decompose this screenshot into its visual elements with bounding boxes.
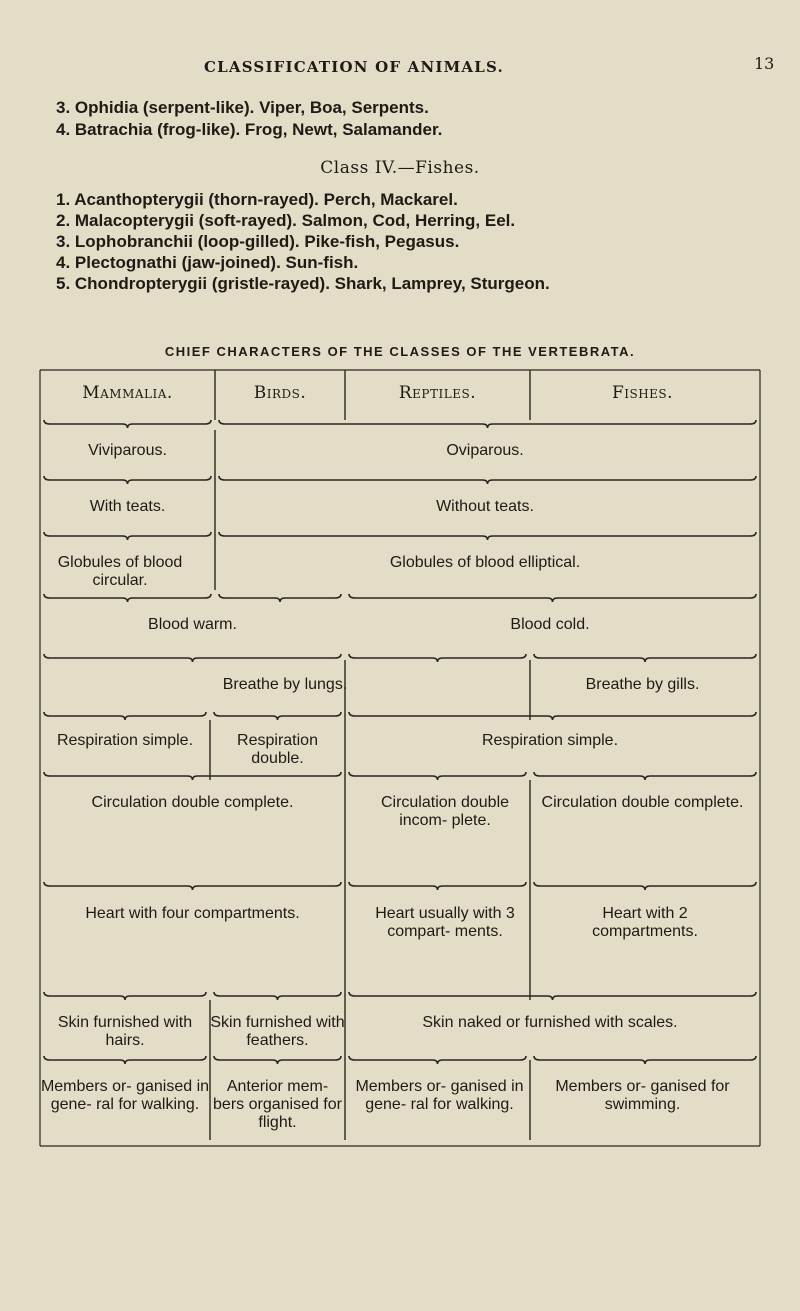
header-fishes: Fishes. (611, 383, 674, 403)
fish-order-4: 4. Plectognathi (jaw-joined). Sun-fish. (56, 253, 359, 272)
brace-viviparous (44, 476, 211, 484)
brace-skin-mammal (44, 992, 206, 1000)
blood-cold-label: Blood cold. (510, 616, 590, 633)
with-teats-label: With teats. (89, 498, 166, 515)
header-birds: Birds. (253, 383, 307, 403)
breathe-lungs-label: Breathe by lungs. (222, 676, 348, 693)
viviparous-label: Viviparous. (88, 442, 167, 459)
breathe-gills-label: Breathe by gills. (585, 676, 700, 693)
brace-heart-reptile (349, 882, 526, 890)
brace-globules-circular (44, 594, 211, 602)
reptile-order-3: 3. Ophidia (serpent-like). Viper, Boa, Serpents. (56, 98, 429, 117)
brace-heart-fish (534, 882, 756, 890)
brace-teats (44, 532, 211, 540)
brace-members-fish (534, 1056, 756, 1064)
members-walking-mammal: Members or- ganised in gene- ral for walking. (40, 1078, 210, 1113)
brace-mammalia (44, 420, 211, 428)
brace-others (219, 420, 756, 428)
brace-skin-cold (349, 992, 756, 1000)
brace-members-bird (214, 1056, 341, 1064)
heart-two-compartments: Heart with 2 compartments. (592, 905, 698, 940)
page-number: 13 (754, 54, 775, 73)
brace-resp-mammal (44, 712, 206, 720)
globules-elliptical-label: Globules of blood elliptical. (389, 554, 581, 571)
without-teats-label: Without teats. (436, 498, 534, 515)
brace-resp-bird (214, 712, 341, 720)
respiration-double-bird: Respiration double. (237, 732, 318, 767)
brace-cold-blood (349, 594, 756, 602)
brace-members-mammal (44, 1056, 206, 1064)
fish-order-5: 5. Chondropterygii (gristle-rayed). Shark, Lamprey, Sturgeon. (56, 274, 550, 293)
skin-naked-label: Skin naked or furnished with scales. (422, 1014, 678, 1031)
members-flight-bird: Anterior mem- bers organised for flight. (213, 1078, 342, 1131)
blood-warm-label: Blood warm. (148, 616, 237, 633)
oviparous-label: Oviparous. (446, 442, 524, 459)
circulation-double-incomplete: Circulation double incom- plete. (380, 794, 510, 829)
brace-reptile-lungs (349, 654, 526, 662)
running-head: CLASSIFICATION OF ANIMALS. (204, 58, 504, 76)
header-mammalia: Mammalia. (82, 383, 173, 403)
brace-members-reptile (349, 1056, 526, 1064)
members-swimming-fish: Members or- ganised for swimming. (555, 1078, 730, 1113)
circulation-double-complete-warm: Circulation double complete. (91, 794, 294, 811)
brace-circ-reptile (349, 772, 526, 780)
fishes-class-heading: Class IV.—Fishes. (320, 158, 480, 178)
brace-circ-fish (534, 772, 756, 780)
globules-circular-label: Globules of blood circular. (57, 554, 183, 589)
fish-order-1: 1. Acanthopterygii (thorn-rayed). Perch, Mackarel. (56, 190, 458, 209)
skin-feathers-label: Skin furnished with feathers. (210, 1014, 345, 1049)
brace-gills (534, 654, 756, 662)
members-walking-reptile: Members or- ganised in gene- ral for walking. (355, 1078, 524, 1113)
brace-heart-warm (44, 882, 341, 890)
brace-oviparous (219, 476, 756, 484)
reptile-order-4: 4. Batrachia (frog-like). Frog, Newt, Salamander. (56, 120, 443, 139)
brace-warm (44, 654, 341, 662)
respiration-simple-mammal: Respiration simple. (56, 732, 194, 749)
respiration-simple-cold: Respiration simple. (481, 732, 619, 749)
header-reptiles: Reptiles. (398, 383, 477, 403)
brace-resp-cold (349, 712, 756, 720)
table-title: CHIEF CHARACTERS OF THE CLASSES OF THE VERTEBRATA. (164, 344, 636, 359)
brace-no-teats (219, 532, 756, 540)
heart-four-compartments: Heart with four compartments. (85, 905, 300, 922)
fish-order-3: 3. Lophobranchii (loop-gilled). Pike-fish, Pegasus. (56, 232, 460, 251)
brace-circ-warm (44, 772, 341, 780)
heart-three-compartments: Heart usually with 3 compart- ments. (375, 905, 515, 940)
brace-birds-blood (219, 594, 341, 602)
circulation-double-complete-fish: Circulation double complete. (541, 794, 744, 811)
skin-hairs-label: Skin furnished with hairs. (57, 1014, 193, 1049)
fish-order-2: 2. Malacopterygii (soft-rayed). Salmon, Cod, Herring, Eel. (56, 211, 516, 230)
brace-skin-bird (214, 992, 341, 1000)
